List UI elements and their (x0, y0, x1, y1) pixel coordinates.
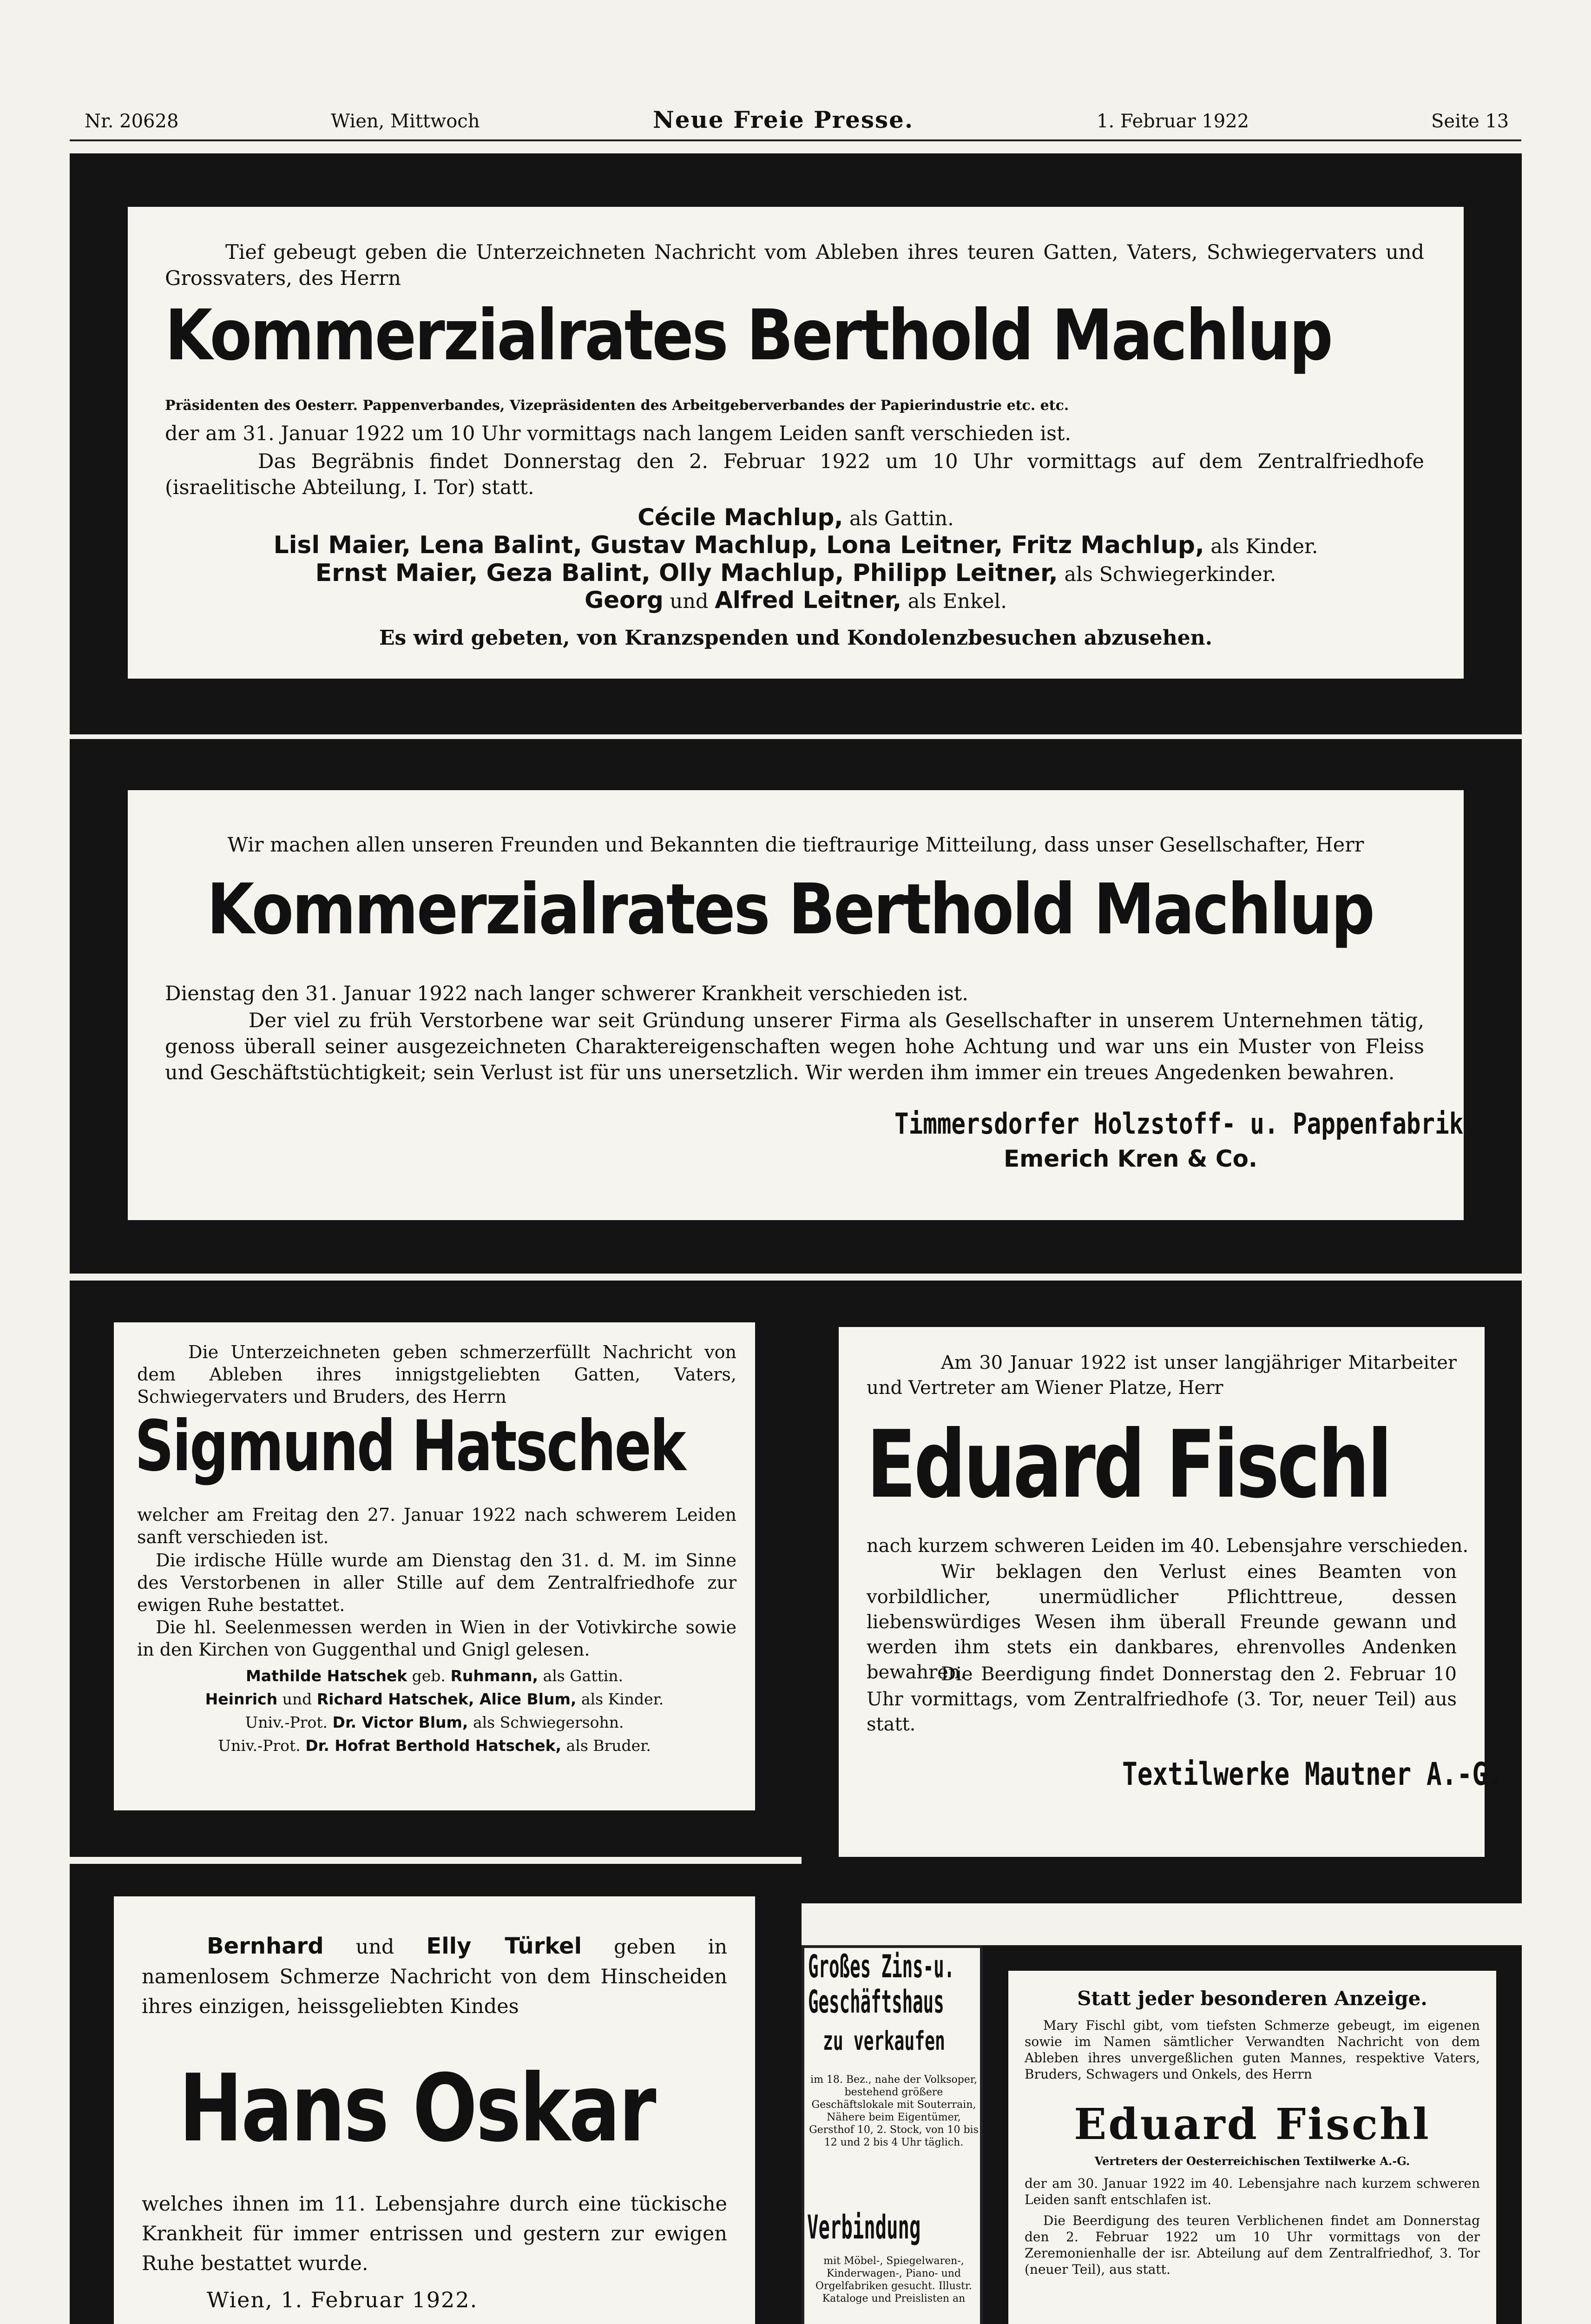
notice2-firm2: Emerich Kren & Co. (1004, 1145, 1257, 1172)
s4-pre: Univ.-Prot. (218, 1736, 301, 1755)
parent-b: Elly Türkel (426, 1933, 582, 1959)
notice4-body: Wir beklagen den Verlust eines Beamten von vorbildlicher, unermüdlicher Pflichttreue, dessen liebenswürdiges Wesen ihm überall Freunde gewann und werden ihm stets ein dankbares, ehrenvolles Andenken bewahren. (867, 1561, 1457, 1683)
notice1-family-1 (128, 504, 1464, 532)
family1-name: Cécile Machlup, (638, 504, 843, 531)
notice1-closing: Es wird gebeten, von Kranzspenden und Kondolenzbesuchen abzusehen. (379, 626, 1213, 650)
notice3-sign-4 (114, 1736, 755, 1756)
notice3-sign-1 (114, 1666, 755, 1686)
obituary-fischl-family (983, 1945, 1522, 2324)
obituary-tuerkel (70, 1864, 802, 2324)
family4-b: Alfred Leitner, (715, 587, 902, 614)
notice5-name: Hans Oskar (179, 2054, 655, 2163)
family1-role: als Gattin. (849, 507, 954, 530)
notice6-name: Eduard Fischl (1074, 2099, 1431, 2149)
notice1-name: Kommerzialrates Berthold Machlup (165, 295, 1332, 376)
notice1-titles: Präsidenten des Oesterr. Pappenverbandes, Vizepräsidenten des Arbeitgeberverbandes der Papierindustrie etc. etc. (165, 397, 1069, 414)
family3-names: Ernst Maier, Geza Balint, Olly Machlup, Philipp Leitner, (315, 559, 1058, 587)
obituary-machlup-firm (70, 739, 1522, 1274)
s1-b: Ruhmann, (450, 1667, 539, 1685)
family2-role: als Kinder. (1210, 535, 1318, 558)
s2-a: Heinrich (205, 1690, 278, 1708)
notice1-death: der am 31. Januar 1922 um 10 Uhr vormittags nach langem Leiden sanft verschieden ist. (165, 422, 1072, 445)
ad-headline-1: Großes Zins-u. (808, 1948, 955, 1985)
notice2-intro: Wir machen allen unseren Freunden und Bekannten die tieftraurige Mitteilung, dass unser Gesellschafter, Herr (227, 833, 1364, 857)
family4-und: und (670, 590, 709, 613)
ad-headline-3: zu verkaufen (823, 2026, 945, 2056)
s3-name: Dr. Victor Blum, (332, 1713, 468, 1731)
notice1-family-4 (128, 587, 1464, 614)
s3-role: als Schwiegersohn. (473, 1713, 624, 1731)
s4-role: als Bruder. (566, 1736, 651, 1755)
family4-a: Georg (585, 587, 664, 614)
notice6-intro: Mary Fischl gibt, vom tiefsten Schmerze gebeugt, im eigenen sowie im Namen sämtlicher Verwandten Nachricht von dem Ableben ihres unvergeßlichen guten Mannes, respektive Vaters, Bruders, Schwagers und Onkels, des Herrn (1025, 2018, 1480, 2082)
notice3-sign-2 (114, 1690, 755, 1709)
s2-b: Richard Hatschek, Alice Blum, (316, 1690, 577, 1708)
ad-details: im 18. Bez., nahe der Volksoper, bestehend größere Geschäftslokale mit Souterrain, Nähere beim Eigentümer, Gersthof 10, 2. Stock, von 10 bis 12 und 2 bis 4 Uhr täglich. (809, 2074, 979, 2148)
notice5-body: welches ihnen im 11. Lebensjahre durch eine tückische Krankheit für immer entrissen und gestern zur ewigen Ruhe bestattet wurde. (142, 2192, 727, 2275)
parent-und: und (355, 1935, 394, 1959)
ad-headline-4: Verbindung (807, 2208, 921, 2246)
notice5-place-date: Wien, 1. Februar 1922. (207, 2287, 478, 2312)
notice6-headline: Statt jeder besonderen Anzeige. (1077, 1987, 1427, 2010)
notice5-intro (142, 1931, 727, 2021)
real-estate-advertisement (802, 1945, 983, 2324)
family2-names: Lisl Maier, Lena Balint, Gustav Machlup, Lona Leitner, Fritz Machlup, (273, 531, 1204, 559)
notice1-family-3 (128, 560, 1464, 588)
notice6-funeral: Die Beerdigung des teuren Verblichenen findet am Donnerstag den 2. Februar 1922 um 10 Uhr vormittags von der Zeremonienhalle der isr. Abteilung auf dem Zentralfriedhof, 3. Tor (neuer Teil), aus statt. (1025, 2213, 1480, 2277)
notice4-name: Eduard Fischl (867, 1411, 1390, 1519)
ad-headline-2: Geschäftshaus (808, 1984, 944, 2020)
page-number: Seite 13 (1431, 111, 1509, 132)
notice1-family-2 (128, 532, 1464, 560)
ad-details-2: mit Möbel-, Spiegelwaren-, Kinderwagen-, Piano- und Orgelfabriken gesucht. Illustr. Kataloge und Preislisten an (815, 2255, 973, 2304)
newspaper-title: Neue Freie Presse. (653, 106, 914, 133)
s1-name: Mathilde Hatschek (245, 1667, 408, 1685)
s2-role: als Kinder. (581, 1690, 664, 1708)
notice1-intro: Tief gebeugt geben die Unterzeichneten Nachricht vom Ableben ihres teuren Gatten, Vaters, Schwiegervaters und Grossvaters, des Herrn (165, 241, 1424, 290)
notice6-role: Vertreters der Oesterreichischen Textilwerke A.-G. (1094, 2154, 1410, 2168)
notice3-body2: Die hl. Seelenmessen werden in Wien in der Votivkirche sowie in den Kirchen von Guggenthal und Gnigl gelesen. (137, 1617, 736, 1660)
notice3-intro: Die Unterzeichneten geben schmerzerfüllt Nachricht von dem Ableben ihres innigstgeliebten Gatten, Vaters, Schwiegervaters und Bruders, des Herrn (137, 1342, 736, 1407)
issue-number: Nr. 20628 (85, 111, 179, 132)
obituary-hatschek (70, 1281, 802, 1857)
notice2-body: Der viel zu früh Verstorbene war seit Gründung unserer Firma als Gesellschafter in unserem Unternehmen tätig, genoss überall seiner ausgezeichneten Charaktereigenschaften wegen hohe Achtung und war uns ein Muster von Fleiss und Geschäftstüchtigkeit; sein Verlust ist für uns unersetzlich. Wir werden ihm immer ein treues Angedenken bewahren. (165, 1009, 1424, 1084)
parent-a: Bernhard (207, 1933, 324, 1959)
notice2-death: Dienstag den 31. Januar 1922 nach langer schwerer Krankheit verschieden ist. (165, 982, 968, 1005)
intro-rest: geben in namenlosem Schmerze Nachricht von dem Hinscheiden ihres einzigen, heissgeliebten Kindes (142, 1935, 728, 2018)
notice3-sign-3 (114, 1713, 755, 1732)
notice3-body1: Die irdische Hülle wurde am Dienstag den 31. d. M. im Sinne des Verstorbenen in aller Stille auf dem Zentralfriedhofe zur ewigen Ruhe bestattet. (137, 1550, 736, 1615)
notice3-name: Sigmund Hatschek (135, 1406, 685, 1487)
header-place: Wien, Mittwoch (331, 111, 480, 132)
family3-role: als Schwiegerkinder. (1064, 563, 1276, 586)
s2-und: und (282, 1690, 312, 1708)
notice3-death: welcher am Freitag den 27. Januar 1922 nach schwerem Leiden sanft verschieden ist. (137, 1505, 736, 1547)
header-rule (70, 139, 1521, 141)
s1-role: als Gattin. (543, 1667, 624, 1685)
s4-name: Dr. Hofrat Berthold Hatschek, (305, 1736, 562, 1755)
obituary-fischl-firm (802, 1281, 1522, 1903)
notice4-funeral: Die Beerdigung findet Donnerstag den 2. Februar 10 Uhr vormittags, vom Zentralfriedhofe (3. Tor, neuer Teil) aus statt. (867, 1664, 1457, 1735)
obituary-machlup-family (70, 153, 1522, 734)
s1-geb: geb. (412, 1667, 446, 1685)
family4-role: als Enkel. (907, 590, 1007, 613)
s3-pre: Univ.-Prot. (245, 1713, 328, 1731)
notice4-intro: Am 30 Januar 1922 ist unser langjähriger Mitarbeiter und Vertreter am Wiener Platze, Herr (867, 1352, 1457, 1399)
notice6-death: der am 30. Januar 1922 im 40. Lebensjahre nach kurzem schweren Leiden sanft entschlafen ist. (1025, 2176, 1480, 2207)
header-date: 1. Februar 1922 (1097, 111, 1249, 132)
notice4-firm: Textilwerke Mautner A.-G. (1122, 1756, 1503, 1793)
notice2-firm: Timmersdorfer Holzstoff- u. Pappenfabrik (894, 1107, 1464, 1141)
notice2-name: Kommerzialrates Berthold Machlup (207, 869, 1374, 950)
notice1-funeral: Das Begräbnis findet Donnerstag den 2. Februar 1922 um 10 Uhr vormittags auf dem Zentralfriedhofe (israelitische Abteilung, I. Tor) statt. (165, 450, 1424, 499)
notice4-death: nach kurzem schweren Leiden im 40. Lebensjahre verschieden. (867, 1535, 1469, 1557)
